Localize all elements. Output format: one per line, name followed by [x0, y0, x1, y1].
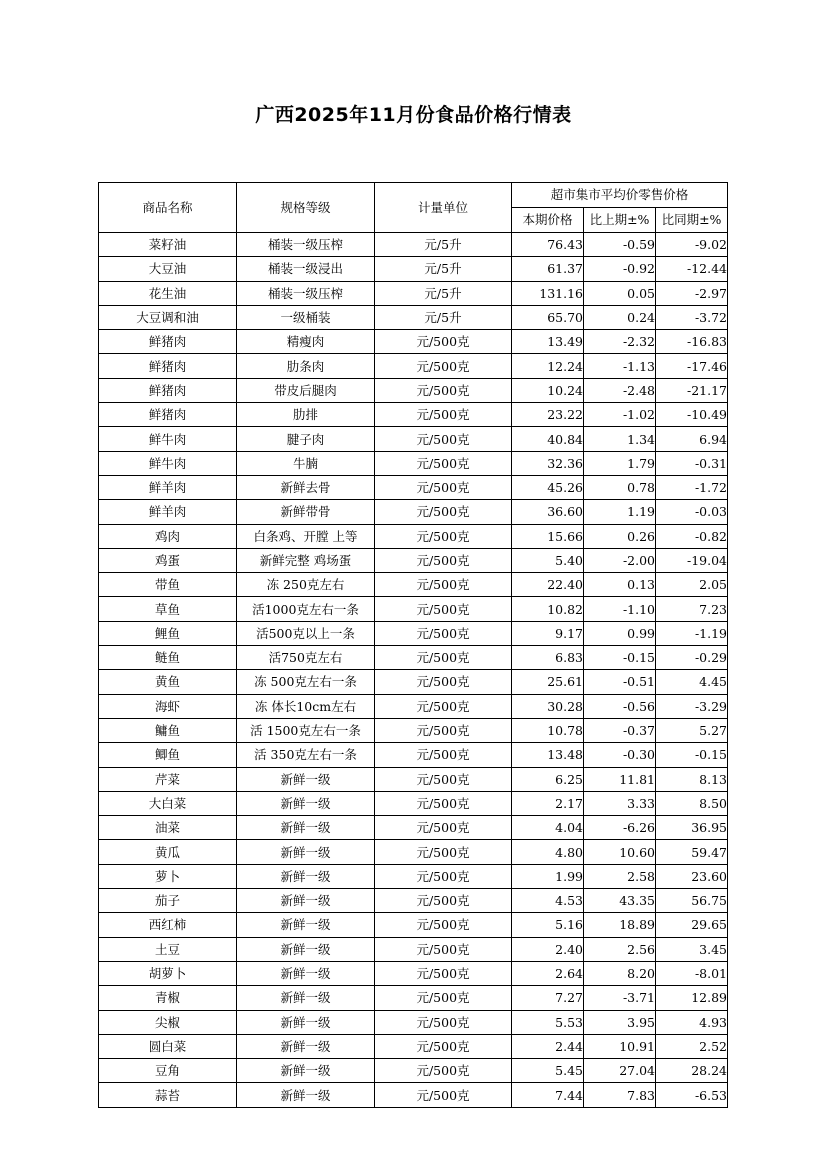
cell-yoy: 36.95: [656, 816, 728, 840]
price-table: [98, 182, 728, 1108]
cell-name: 鲜猪肉: [99, 330, 237, 354]
cell-unit: 元/500克: [375, 743, 512, 767]
cell-unit: 元/500克: [375, 451, 512, 475]
cell-spec: 桶装一级压榨: [237, 233, 375, 257]
cell-name: 黄瓜: [99, 840, 237, 864]
cell-name: 鲜羊肉: [99, 500, 237, 524]
cell-name: 土豆: [99, 937, 237, 961]
header-yoy-change: 比同期±%: [656, 208, 728, 233]
cell-yoy: -19.04: [656, 548, 728, 572]
cell-yoy: -3.29: [656, 694, 728, 718]
cell-unit: 元/500克: [375, 840, 512, 864]
cell-mom: 1.79: [584, 451, 656, 475]
header-price-group: 超市集市平均价零售价格: [512, 183, 728, 208]
cell-price: 25.61: [512, 670, 584, 694]
cell-spec: 肋排: [237, 403, 375, 427]
cell-name: 豆角: [99, 1059, 237, 1083]
table-row: [99, 233, 728, 257]
cell-unit: 元/500克: [375, 548, 512, 572]
cell-unit: 元/500克: [375, 597, 512, 621]
cell-yoy: 6.94: [656, 427, 728, 451]
cell-spec: 腱子肉: [237, 427, 375, 451]
table-row: [99, 257, 728, 281]
table-row: [99, 1059, 728, 1083]
cell-unit: 元/500克: [375, 646, 512, 670]
header-mom-change: 比上期±%: [584, 208, 656, 233]
cell-price: 4.53: [512, 889, 584, 913]
cell-yoy: 2.05: [656, 573, 728, 597]
cell-unit: 元/500克: [375, 961, 512, 985]
cell-name: 鲜牛肉: [99, 451, 237, 475]
cell-name: 鲜猪肉: [99, 354, 237, 378]
cell-unit: 元/500克: [375, 670, 512, 694]
table-body: [99, 233, 728, 1108]
cell-spec: 新鲜一级: [237, 986, 375, 1010]
cell-spec: 新鲜一级: [237, 1083, 375, 1107]
cell-spec: 牛腩: [237, 451, 375, 475]
cell-spec: 活1000克左右一条: [237, 597, 375, 621]
cell-price: 7.44: [512, 1083, 584, 1107]
cell-unit: 元/500克: [375, 1059, 512, 1083]
cell-name: 萝卜: [99, 864, 237, 888]
cell-mom: 43.35: [584, 889, 656, 913]
cell-name: 尖椒: [99, 1010, 237, 1034]
cell-unit: 元/500克: [375, 937, 512, 961]
table-row: [99, 694, 728, 718]
cell-spec: 冻 250克左右: [237, 573, 375, 597]
cell-spec: 新鲜一级: [237, 767, 375, 791]
cell-price: 36.60: [512, 500, 584, 524]
header-spec: 规格等级: [237, 183, 375, 233]
cell-yoy: -17.46: [656, 354, 728, 378]
table-row: [99, 403, 728, 427]
cell-unit: 元/500克: [375, 791, 512, 815]
cell-name: 大豆油: [99, 257, 237, 281]
cell-name: 西红柿: [99, 913, 237, 937]
cell-yoy: 4.45: [656, 670, 728, 694]
cell-unit: 元/500克: [375, 427, 512, 451]
cell-yoy: -9.02: [656, 233, 728, 257]
cell-name: 油菜: [99, 816, 237, 840]
table-row: [99, 597, 728, 621]
table-row: [99, 378, 728, 402]
cell-mom: -2.32: [584, 330, 656, 354]
cell-spec: 冻 500克左右一条: [237, 670, 375, 694]
cell-spec: 新鲜完整 鸡场蛋: [237, 548, 375, 572]
cell-mom: 0.26: [584, 524, 656, 548]
cell-yoy: 59.47: [656, 840, 728, 864]
cell-price: 7.27: [512, 986, 584, 1010]
cell-name: 鲜牛肉: [99, 427, 237, 451]
cell-spec: 活 1500克左右一条: [237, 718, 375, 742]
cell-price: 131.16: [512, 281, 584, 305]
cell-price: 23.22: [512, 403, 584, 427]
cell-spec: 桶装一级压榨: [237, 281, 375, 305]
cell-spec: 新鲜一级: [237, 889, 375, 913]
cell-mom: 0.99: [584, 621, 656, 645]
table-row: [99, 1083, 728, 1107]
cell-mom: -0.37: [584, 718, 656, 742]
cell-spec: 新鲜一级: [237, 1059, 375, 1083]
cell-name: 鲜羊肉: [99, 475, 237, 499]
cell-name: 花生油: [99, 281, 237, 305]
cell-yoy: 7.23: [656, 597, 728, 621]
cell-spec: 冻 体长10cm左右: [237, 694, 375, 718]
cell-price: 76.43: [512, 233, 584, 257]
cell-price: 61.37: [512, 257, 584, 281]
cell-name: 大豆调和油: [99, 305, 237, 329]
table-row: [99, 743, 728, 767]
cell-mom: 11.81: [584, 767, 656, 791]
cell-name: 鸡肉: [99, 524, 237, 548]
table-row: [99, 305, 728, 329]
cell-mom: -0.59: [584, 233, 656, 257]
cell-price: 65.70: [512, 305, 584, 329]
table-row: [99, 670, 728, 694]
cell-yoy: 12.89: [656, 986, 728, 1010]
cell-name: 海虾: [99, 694, 237, 718]
table-row: [99, 791, 728, 815]
cell-unit: 元/500克: [375, 621, 512, 645]
cell-yoy: -16.83: [656, 330, 728, 354]
cell-name: 胡萝卜: [99, 961, 237, 985]
cell-price: 13.48: [512, 743, 584, 767]
table-header: [99, 183, 728, 233]
cell-yoy: 28.24: [656, 1059, 728, 1083]
cell-mom: -2.48: [584, 378, 656, 402]
cell-mom: -0.92: [584, 257, 656, 281]
cell-price: 2.44: [512, 1034, 584, 1058]
cell-price: 5.40: [512, 548, 584, 572]
cell-name: 芹菜: [99, 767, 237, 791]
cell-spec: 新鲜去骨: [237, 475, 375, 499]
cell-mom: 0.13: [584, 573, 656, 597]
cell-yoy: 5.27: [656, 718, 728, 742]
cell-mom: -0.30: [584, 743, 656, 767]
table-row: [99, 475, 728, 499]
cell-price: 5.53: [512, 1010, 584, 1034]
cell-price: 6.25: [512, 767, 584, 791]
table-row: [99, 718, 728, 742]
cell-yoy: -10.49: [656, 403, 728, 427]
cell-yoy: 56.75: [656, 889, 728, 913]
table-row: [99, 961, 728, 985]
cell-name: 蒜苔: [99, 1083, 237, 1107]
cell-spec: 新鲜带骨: [237, 500, 375, 524]
cell-unit: 元/500克: [375, 986, 512, 1010]
table-row: [99, 840, 728, 864]
cell-mom: 0.05: [584, 281, 656, 305]
table-row: [99, 621, 728, 645]
cell-yoy: 2.52: [656, 1034, 728, 1058]
header-name: 商品名称: [99, 183, 237, 233]
cell-price: 10.24: [512, 378, 584, 402]
cell-price: 10.82: [512, 597, 584, 621]
page-title: 广西2025年11月份食品价格行情表: [255, 104, 572, 126]
cell-spec: 新鲜一级: [237, 961, 375, 985]
table-row: [99, 913, 728, 937]
cell-price: 22.40: [512, 573, 584, 597]
cell-name: 鲜猪肉: [99, 403, 237, 427]
cell-spec: 活750克左右: [237, 646, 375, 670]
cell-name: 茄子: [99, 889, 237, 913]
cell-unit: 元/5升: [375, 281, 512, 305]
cell-spec: 一级桶装: [237, 305, 375, 329]
cell-mom: 2.58: [584, 864, 656, 888]
cell-unit: 元/500克: [375, 816, 512, 840]
table-row: [99, 427, 728, 451]
cell-yoy: -0.29: [656, 646, 728, 670]
cell-spec: 新鲜一级: [237, 937, 375, 961]
cell-name: 黄鱼: [99, 670, 237, 694]
cell-mom: -0.51: [584, 670, 656, 694]
cell-name: 鲫鱼: [99, 743, 237, 767]
cell-mom: -0.15: [584, 646, 656, 670]
cell-yoy: 3.45: [656, 937, 728, 961]
cell-unit: 元/500克: [375, 378, 512, 402]
cell-unit: 元/500克: [375, 864, 512, 888]
table-row: [99, 1034, 728, 1058]
table-row: [99, 281, 728, 305]
cell-price: 6.83: [512, 646, 584, 670]
cell-unit: 元/500克: [375, 500, 512, 524]
cell-mom: 1.19: [584, 500, 656, 524]
table-row: [99, 573, 728, 597]
cell-name: 鲜猪肉: [99, 378, 237, 402]
cell-name: 菜籽油: [99, 233, 237, 257]
cell-unit: 元/500克: [375, 573, 512, 597]
table-row: [99, 816, 728, 840]
cell-yoy: -0.03: [656, 500, 728, 524]
table-row: [99, 524, 728, 548]
cell-yoy: -1.72: [656, 475, 728, 499]
cell-spec: 新鲜一级: [237, 791, 375, 815]
header-current-price: 本期价格: [512, 208, 584, 233]
cell-name: 鲢鱼: [99, 646, 237, 670]
cell-mom: -2.00: [584, 548, 656, 572]
cell-mom: 7.83: [584, 1083, 656, 1107]
cell-yoy: 4.93: [656, 1010, 728, 1034]
cell-mom: -0.56: [584, 694, 656, 718]
table-row: [99, 767, 728, 791]
cell-yoy: -12.44: [656, 257, 728, 281]
cell-mom: 3.33: [584, 791, 656, 815]
cell-name: 鳙鱼: [99, 718, 237, 742]
cell-spec: 新鲜一级: [237, 1010, 375, 1034]
cell-spec: 肋条肉: [237, 354, 375, 378]
cell-yoy: 8.13: [656, 767, 728, 791]
cell-yoy: -2.97: [656, 281, 728, 305]
cell-mom: 10.91: [584, 1034, 656, 1058]
cell-unit: 元/500克: [375, 889, 512, 913]
table-row: [99, 354, 728, 378]
table-row: [99, 937, 728, 961]
cell-spec: 新鲜一级: [237, 864, 375, 888]
table-row: [99, 864, 728, 888]
cell-spec: 活500克以上一条: [237, 621, 375, 645]
cell-mom: -3.71: [584, 986, 656, 1010]
cell-mom: 1.34: [584, 427, 656, 451]
cell-price: 2.64: [512, 961, 584, 985]
cell-spec: 白条鸡、开膛 上等: [237, 524, 375, 548]
cell-name: 鸡蛋: [99, 548, 237, 572]
cell-yoy: -0.31: [656, 451, 728, 475]
cell-mom: 8.20: [584, 961, 656, 985]
cell-unit: 元/500克: [375, 330, 512, 354]
cell-price: 30.28: [512, 694, 584, 718]
cell-yoy: -21.17: [656, 378, 728, 402]
cell-price: 2.40: [512, 937, 584, 961]
cell-spec: 新鲜一级: [237, 816, 375, 840]
cell-yoy: -3.72: [656, 305, 728, 329]
cell-mom: 27.04: [584, 1059, 656, 1083]
cell-mom: 0.78: [584, 475, 656, 499]
cell-spec: 活 350克左右一条: [237, 743, 375, 767]
cell-spec: 新鲜一级: [237, 913, 375, 937]
cell-price: 40.84: [512, 427, 584, 451]
cell-spec: 带皮后腿肉: [237, 378, 375, 402]
cell-mom: 3.95: [584, 1010, 656, 1034]
table-row: [99, 1010, 728, 1034]
cell-mom: -6.26: [584, 816, 656, 840]
cell-name: 青椒: [99, 986, 237, 1010]
table-row: [99, 986, 728, 1010]
cell-yoy: 8.50: [656, 791, 728, 815]
cell-unit: 元/5升: [375, 233, 512, 257]
cell-mom: 10.60: [584, 840, 656, 864]
cell-mom: 18.89: [584, 913, 656, 937]
cell-spec: 精瘦肉: [237, 330, 375, 354]
cell-price: 1.99: [512, 864, 584, 888]
cell-yoy: -0.15: [656, 743, 728, 767]
cell-price: 4.04: [512, 816, 584, 840]
cell-unit: 元/500克: [375, 1083, 512, 1107]
header-unit: 计量单位: [375, 183, 512, 233]
cell-mom: -1.02: [584, 403, 656, 427]
cell-yoy: 23.60: [656, 864, 728, 888]
table-row: [99, 451, 728, 475]
cell-price: 10.78: [512, 718, 584, 742]
cell-price: 2.17: [512, 791, 584, 815]
cell-yoy: -0.82: [656, 524, 728, 548]
table-row: [99, 500, 728, 524]
cell-unit: 元/500克: [375, 1034, 512, 1058]
cell-unit: 元/500克: [375, 524, 512, 548]
cell-unit: 元/5升: [375, 305, 512, 329]
cell-mom: 2.56: [584, 937, 656, 961]
cell-unit: 元/500克: [375, 354, 512, 378]
cell-name: 鲤鱼: [99, 621, 237, 645]
cell-price: 12.24: [512, 354, 584, 378]
cell-name: 带鱼: [99, 573, 237, 597]
cell-price: 13.49: [512, 330, 584, 354]
cell-price: 5.45: [512, 1059, 584, 1083]
cell-unit: 元/500克: [375, 475, 512, 499]
cell-unit: 元/500克: [375, 1010, 512, 1034]
cell-yoy: -6.53: [656, 1083, 728, 1107]
cell-yoy: -1.19: [656, 621, 728, 645]
cell-name: 圆白菜: [99, 1034, 237, 1058]
cell-price: 4.80: [512, 840, 584, 864]
cell-unit: 元/500克: [375, 718, 512, 742]
cell-mom: -1.13: [584, 354, 656, 378]
cell-name: 草鱼: [99, 597, 237, 621]
cell-price: 15.66: [512, 524, 584, 548]
table-row: [99, 646, 728, 670]
cell-price: 32.36: [512, 451, 584, 475]
cell-unit: 元/500克: [375, 767, 512, 791]
cell-price: 45.26: [512, 475, 584, 499]
cell-spec: 新鲜一级: [237, 840, 375, 864]
cell-mom: 0.24: [584, 305, 656, 329]
cell-unit: 元/500克: [375, 403, 512, 427]
cell-yoy: -8.01: [656, 961, 728, 985]
cell-unit: 元/500克: [375, 913, 512, 937]
cell-unit: 元/5升: [375, 257, 512, 281]
cell-unit: 元/500克: [375, 694, 512, 718]
cell-price: 9.17: [512, 621, 584, 645]
cell-mom: -1.10: [584, 597, 656, 621]
table-row: [99, 330, 728, 354]
table-row: [99, 548, 728, 572]
cell-spec: 新鲜一级: [237, 1034, 375, 1058]
cell-price: 5.16: [512, 913, 584, 937]
cell-name: 大白菜: [99, 791, 237, 815]
table-row: [99, 889, 728, 913]
cell-spec: 桶装一级浸出: [237, 257, 375, 281]
cell-yoy: 29.65: [656, 913, 728, 937]
